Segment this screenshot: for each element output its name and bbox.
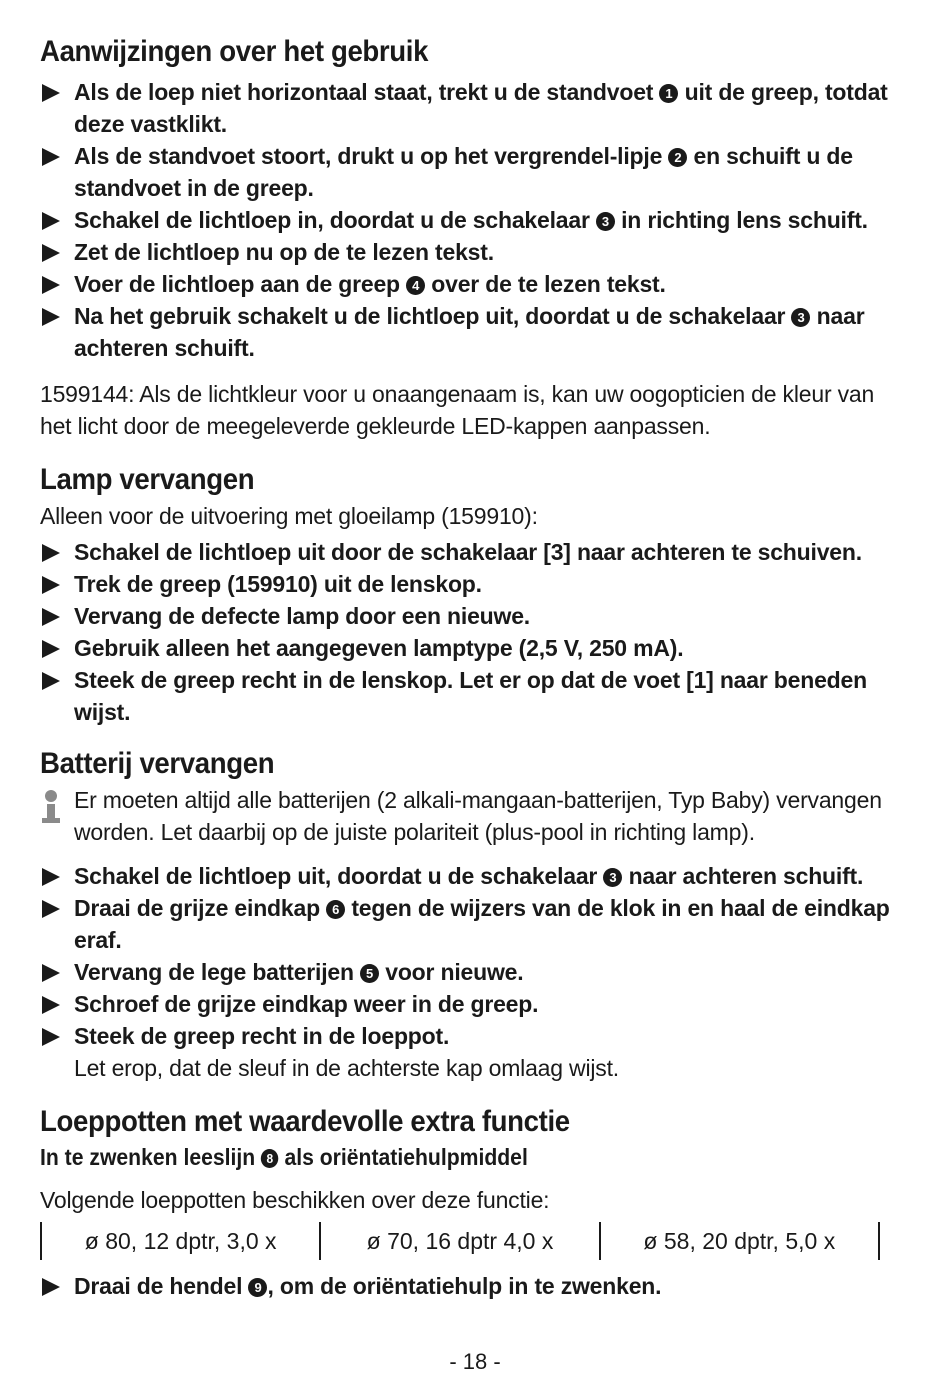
list-item: Zet de lichtloep nu op de te lezen tekst. bbox=[40, 236, 890, 268]
list-item: Steek de greep recht in de loeppot. Let erop, dat de sleuf in de achterste kap omlaag wijst. bbox=[40, 1020, 890, 1084]
number-badge-icon: 6 bbox=[326, 900, 345, 919]
list-item: Draai de grijze eindkap 6 tegen de wijzers van de klok in en haal de eindkap eraf. bbox=[40, 892, 890, 956]
arrow-bullet-icon bbox=[42, 964, 60, 982]
led-note: 1599144: Als de lichtkleur voor u onaangenaam is, kan uw oogopticien de kleur van het licht door de meegeleverde gekleurde LED-kappen aanpassen. bbox=[40, 381, 875, 439]
number-badge-icon: 3 bbox=[596, 212, 615, 231]
section-title-lamp: Lamp vervangen bbox=[40, 463, 255, 496]
page-number: - 18 - bbox=[449, 1349, 501, 1374]
arrow-bullet-icon bbox=[42, 276, 60, 294]
number-badge-icon: 4 bbox=[406, 276, 425, 295]
arrow-bullet-icon bbox=[42, 576, 60, 594]
list-item: Trek de greep (159910) uit de lenskop. bbox=[40, 568, 890, 600]
spec-cell: ø 70, 16 dptr 4,0 x bbox=[319, 1222, 598, 1260]
arrow-bullet-icon bbox=[42, 996, 60, 1014]
arrow-bullet-icon bbox=[42, 244, 60, 262]
arrow-bullet-icon bbox=[42, 212, 60, 230]
info-icon bbox=[40, 790, 62, 824]
battery-steps bbox=[40, 860, 890, 1084]
info-text: Er moeten altijd alle batterijen (2 alkali-mangaan-batterijen, Typ Baby) vervangen worden. Let daarbij op de juiste polariteit (plus-pool in richting lamp). bbox=[74, 787, 882, 845]
arrow-bullet-icon bbox=[42, 672, 60, 690]
number-badge-icon: 3 bbox=[791, 308, 810, 327]
arrow-bullet-icon bbox=[42, 84, 60, 102]
arrow-bullet-icon bbox=[42, 608, 60, 626]
list-item: Schakel de lichtloep uit door de schakelaar [3] naar achteren te schuiven. bbox=[40, 536, 890, 568]
section-title-loupes: Loeppotten met waardevolle extra functie bbox=[40, 1105, 570, 1138]
number-badge-icon: 2 bbox=[668, 148, 687, 167]
list-item: Steek de greep recht in de lenskop. Let er op dat de voet [1] naar beneden wijst. bbox=[40, 664, 890, 728]
spec-cell: ø 58, 20 dptr, 5,0 x bbox=[599, 1222, 880, 1260]
arrow-bullet-icon bbox=[42, 148, 60, 166]
list-item: Schakel de lichtloep uit, doordat u de schakelaar 3 naar achteren schuift. bbox=[40, 860, 890, 892]
spec-cell: ø 80, 12 dptr, 3,0 x bbox=[40, 1222, 319, 1260]
section-subtitle-reading-line: In te zwenken leeslijn 8 als oriëntatiehulpmiddel bbox=[40, 1144, 528, 1170]
number-badge-icon: 5 bbox=[360, 964, 379, 983]
number-badge-icon: 9 bbox=[248, 1278, 267, 1297]
list-item: Vervang de lege batterijen 5 voor nieuwe. bbox=[40, 956, 890, 988]
lamp-steps bbox=[40, 536, 890, 728]
section-title-usage: Aanwijzingen over het gebruik bbox=[40, 35, 429, 68]
list-item: Als de standvoet stoort, drukt u op het vergrendel-lipje 2 en schuift u de standvoet in de greep. bbox=[40, 140, 890, 204]
arrow-bullet-icon bbox=[42, 544, 60, 562]
number-badge-icon: 8 bbox=[261, 1149, 278, 1168]
section-title-battery: Batterij vervangen bbox=[40, 747, 275, 780]
loupe-spec-table bbox=[40, 1222, 880, 1260]
number-badge-icon: 3 bbox=[603, 868, 622, 887]
lamp-intro: Alleen voor de uitvoering met gloeilamp (159910): bbox=[40, 503, 538, 529]
arrow-bullet-icon bbox=[42, 900, 60, 918]
list-item: Schroef de grijze eindkap weer in de greep. bbox=[40, 988, 890, 1020]
list-item: Vervang de defecte lamp door een nieuwe. bbox=[40, 600, 890, 632]
usage-steps bbox=[40, 76, 890, 364]
info-note bbox=[40, 784, 890, 848]
step-subtext: Let erop, dat de sleuf in de achterste kap omlaag wijst. bbox=[74, 1055, 619, 1081]
loupe-steps bbox=[40, 1270, 890, 1302]
list-item: Gebruik alleen het aangegeven lamptype (2,5 V, 250 mA). bbox=[40, 632, 890, 664]
list-item: Voer de lichtloep aan de greep 4 over de te lezen tekst. bbox=[40, 268, 890, 300]
loupes-intro: Volgende loeppotten beschikken over deze functie: bbox=[40, 1187, 550, 1213]
arrow-bullet-icon bbox=[42, 308, 60, 326]
arrow-bullet-icon bbox=[42, 1028, 60, 1046]
list-item: Na het gebruik schakelt u de lichtloep uit, doordat u de schakelaar 3 naar achteren schuift. bbox=[40, 300, 890, 364]
arrow-bullet-icon bbox=[42, 1278, 60, 1296]
list-item: Als de loep niet horizontaal staat, trekt u de standvoet 1 uit de greep, totdat deze vastklikt. bbox=[40, 76, 890, 140]
document-page bbox=[40, 32, 890, 1302]
arrow-bullet-icon bbox=[42, 640, 60, 658]
number-badge-icon: 1 bbox=[659, 84, 678, 103]
list-item: Schakel de lichtloep in, doordat u de schakelaar 3 in richting lens schuift. bbox=[40, 204, 890, 236]
arrow-bullet-icon bbox=[42, 868, 60, 886]
list-item: Draai de hendel 9 , om de oriëntatiehulp in te zwenken. bbox=[40, 1270, 890, 1302]
